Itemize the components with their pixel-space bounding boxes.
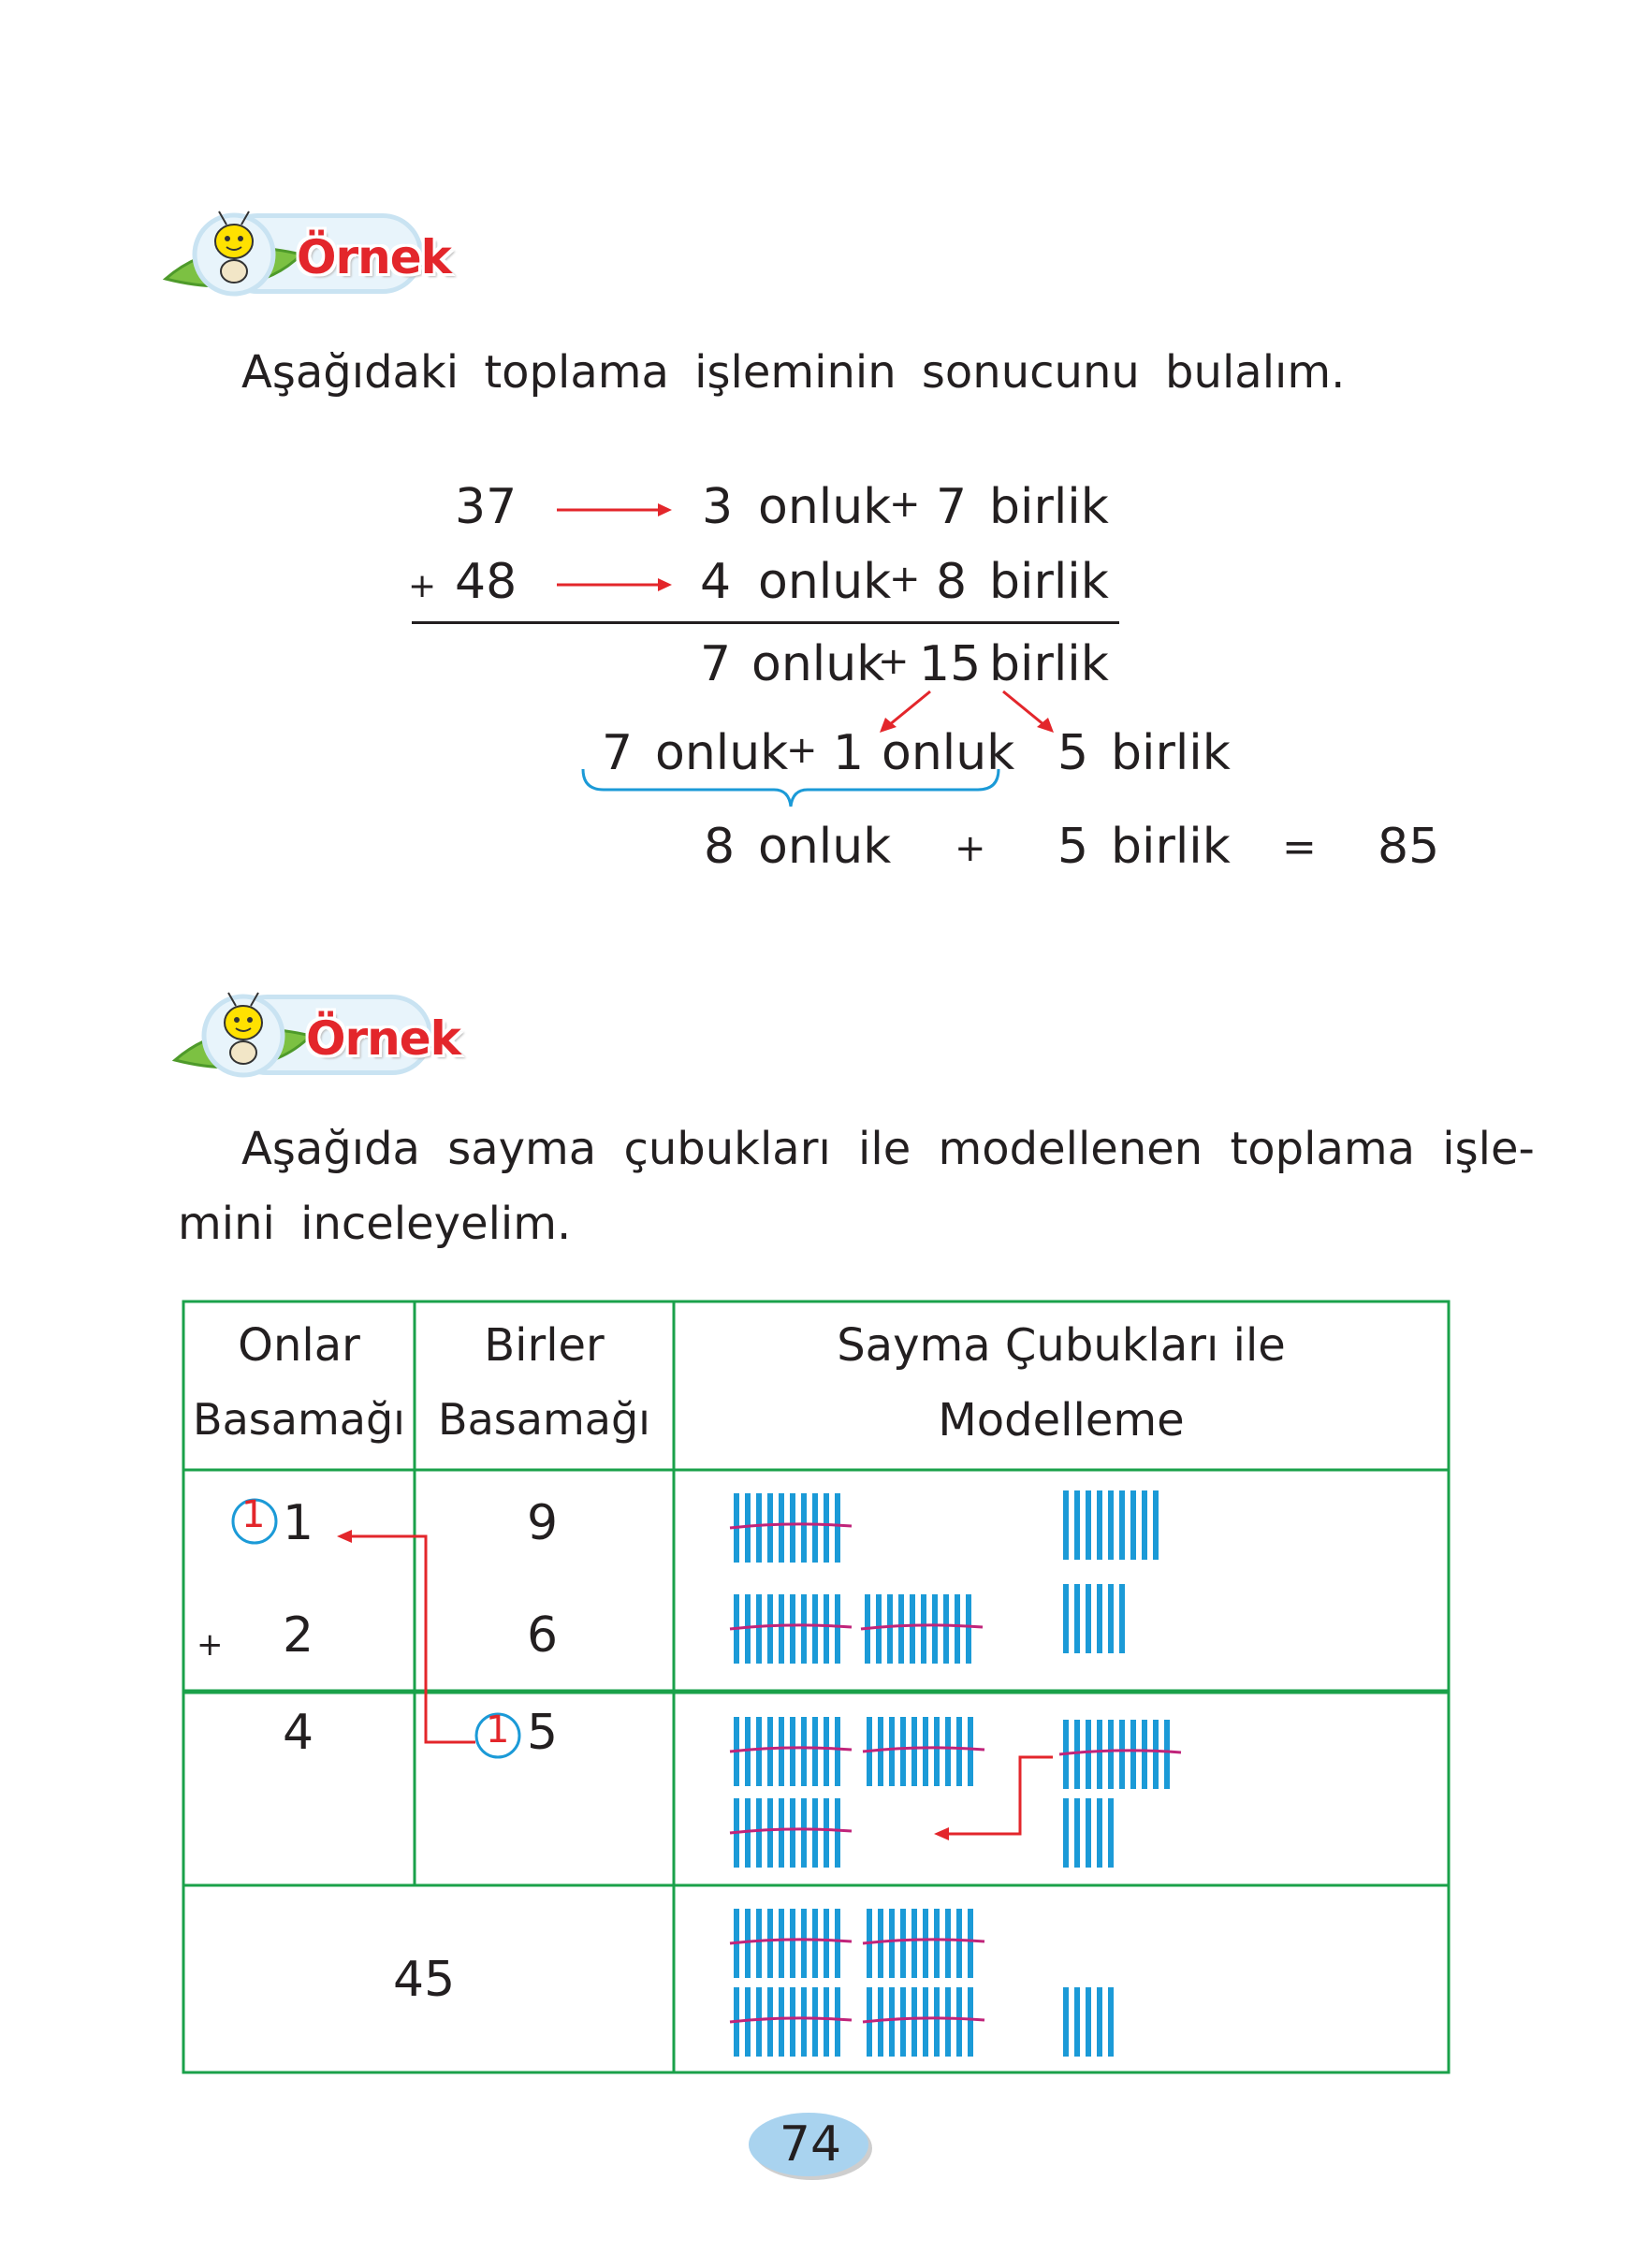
stick-bundle bbox=[730, 1909, 852, 1978]
addend2-ones-digit: 6 bbox=[527, 1607, 559, 1664]
addend1-number: 37 bbox=[455, 479, 518, 535]
final-equals: = bbox=[1282, 823, 1317, 871]
addend2-sign: + bbox=[197, 1626, 224, 1664]
regroup-tens: 7 bbox=[602, 725, 634, 781]
sum-ones: 15 bbox=[919, 636, 982, 692]
badge-title: Örnek bbox=[306, 1011, 460, 1066]
regroup-carry: 1 bbox=[833, 725, 865, 781]
single-sticks bbox=[1063, 1584, 1125, 1653]
final-result: 85 bbox=[1378, 819, 1440, 875]
regroup-plus: + bbox=[786, 729, 818, 772]
regroup-tens-word: onluk bbox=[655, 725, 789, 781]
addend2-ones-word: birlik bbox=[989, 554, 1109, 610]
result-number: 45 bbox=[393, 1952, 456, 2008]
stick-bundle bbox=[863, 1909, 984, 1978]
addend1-tens-digit: 1 bbox=[283, 1495, 314, 1551]
counting-sticks bbox=[730, 1490, 1181, 2057]
final-ones-word: birlik bbox=[1111, 819, 1231, 875]
stick-bundle bbox=[730, 1594, 852, 1664]
addend1-plus: + bbox=[889, 483, 921, 526]
carry-digit: 1 bbox=[241, 1493, 266, 1536]
sum-plus: + bbox=[878, 640, 910, 683]
addend2-tens-digit: 2 bbox=[283, 1607, 314, 1664]
stick-bundle bbox=[730, 1717, 852, 1786]
badge-title: Örnek bbox=[297, 230, 451, 284]
header-tens-line1: Onlar bbox=[238, 1319, 360, 1372]
addend1-ones: 7 bbox=[936, 479, 968, 535]
sum-ones-digit: 5 bbox=[527, 1705, 559, 1761]
addend1-tens: 3 bbox=[702, 479, 734, 535]
header-tens-line2: Basamağı bbox=[193, 1394, 405, 1445]
new-stick-bundle bbox=[1059, 1720, 1181, 1789]
example2-intro-line2: mini inceleyelim. bbox=[178, 1198, 572, 1250]
addend2-tens: 4 bbox=[700, 554, 732, 610]
single-sticks bbox=[1063, 1490, 1159, 1560]
sum-tens: 7 bbox=[700, 636, 732, 692]
stick-bundle bbox=[730, 1798, 852, 1868]
regroup-ones: 5 bbox=[1057, 725, 1089, 781]
sum-tens-word: onluk bbox=[751, 636, 885, 692]
addend2-tens-word: onluk bbox=[758, 554, 892, 610]
sum-carry-digit: 1 bbox=[486, 1708, 510, 1752]
final-plus: + bbox=[955, 827, 986, 870]
addend2-plus: + bbox=[889, 558, 921, 601]
stick-bundle bbox=[730, 1987, 852, 2057]
addend1-ones-digit: 9 bbox=[527, 1495, 559, 1551]
page-number: 74 bbox=[779, 2116, 842, 2173]
addend2-number: 48 bbox=[455, 554, 518, 610]
sum-tens-digit: 4 bbox=[283, 1705, 314, 1761]
addend2-ones: 8 bbox=[936, 554, 968, 610]
example1-intro: Aşağıdaki toplama işleminin sonucunu bulalım. bbox=[241, 346, 1346, 399]
header-model-line1: Sayma Çubukları ile bbox=[837, 1319, 1286, 1372]
header-model-line2: Modelleme bbox=[938, 1394, 1185, 1447]
stick-bundle bbox=[863, 1717, 984, 1786]
regroup-carry-word: onluk bbox=[882, 725, 1015, 781]
final-tens-word: onluk bbox=[758, 819, 892, 875]
sum-ones-word: birlik bbox=[989, 636, 1109, 692]
addend2-sign: + bbox=[408, 567, 437, 605]
regroup-ones-word: birlik bbox=[1111, 725, 1231, 781]
addend1-tens-word: onluk bbox=[758, 479, 892, 535]
example2-intro-line1: Aşağıda sayma çubukları ile modellenen toplama işle- bbox=[241, 1123, 1535, 1175]
addend1-ones-word: birlik bbox=[989, 479, 1109, 535]
final-tens: 8 bbox=[704, 819, 736, 875]
header-ones-line2: Basamağı bbox=[438, 1394, 650, 1445]
single-sticks bbox=[1063, 1798, 1114, 1868]
single-sticks bbox=[1063, 1987, 1114, 2057]
stick-bundle bbox=[861, 1594, 983, 1664]
final-ones: 5 bbox=[1057, 819, 1089, 875]
stick-bundle bbox=[730, 1493, 852, 1563]
stick-bundle bbox=[863, 1987, 984, 2057]
header-ones-line1: Birler bbox=[484, 1319, 605, 1372]
